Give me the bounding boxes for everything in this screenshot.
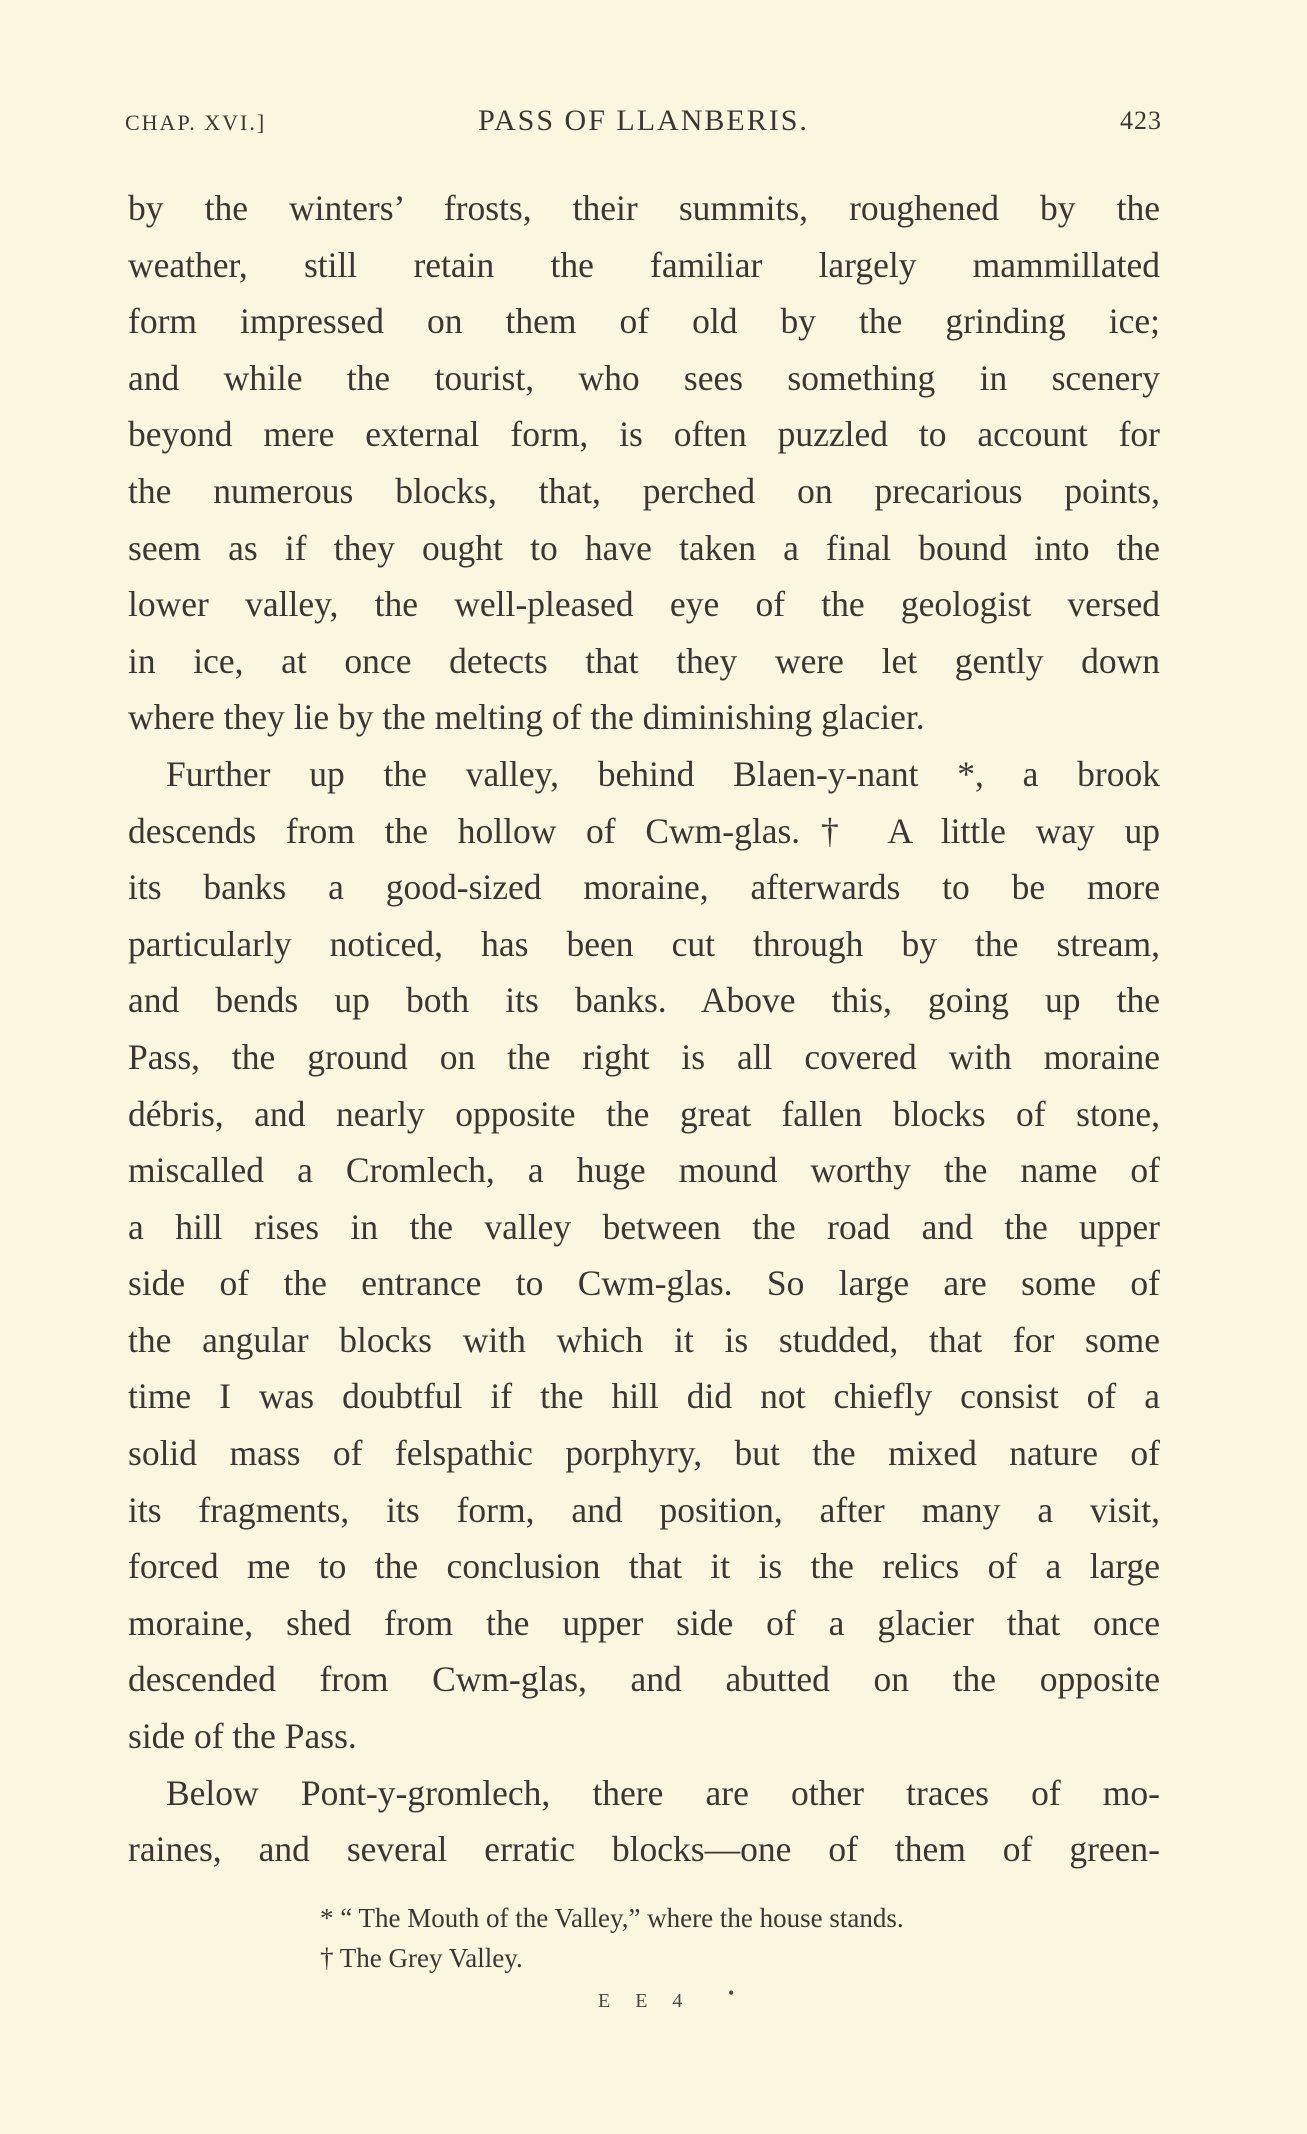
text-line: solid mass of felspathic porphyry, but the mixed nature of bbox=[128, 1433, 1160, 1474]
page-title: PASS OF LLANBERIS. bbox=[478, 104, 809, 137]
text-line: moraine, shed from the upper side of a glacier that once bbox=[128, 1602, 1160, 1643]
footnote: * “ The Mouth of the Valley,” where the house stands. bbox=[320, 1903, 904, 1933]
text-line: time I was doubtful if the hill did not chiefly consist of a bbox=[128, 1376, 1160, 1417]
text-line: by the winters’ frosts, their summits, roughened by the bbox=[128, 188, 1160, 228]
chapter-label: CHAP. XVI.] bbox=[125, 110, 267, 135]
body-text bbox=[128, 180, 1160, 1878]
text-line: descends from the hollow of Cwm-glas.† A little way up bbox=[128, 810, 1160, 851]
text-line: beyond mere external form, is often puzzled to account for bbox=[128, 414, 1160, 455]
text-line: Below Pont-y-gromlech, there are other traces of mo- bbox=[166, 1772, 1160, 1813]
text-line: lower valley, the well-pleased eye of the geologist versed bbox=[128, 584, 1160, 625]
running-header bbox=[125, 104, 1162, 144]
text-line: weather, still retain the familiar largely mammillated bbox=[128, 244, 1160, 285]
text-line: its fragments, its form, and position, after many a visit, bbox=[128, 1489, 1160, 1530]
text-line: side of the Pass. bbox=[128, 1716, 357, 1757]
text-line: seem as if they ought to have taken a final bound into the bbox=[128, 527, 1160, 568]
text-line: and bends up both its banks. Above this, going up the bbox=[128, 980, 1160, 1021]
text-line: where they lie by the melting of the diminishing glacier. bbox=[128, 697, 925, 738]
text-line: descended from Cwm-glas, and abutted on the opposite bbox=[128, 1659, 1160, 1700]
text-line: particularly noticed, has been cut through by the stream, bbox=[128, 923, 1160, 964]
text-line: in ice, at once detects that they were let gently down bbox=[128, 640, 1160, 681]
signature-dot: • bbox=[728, 1983, 735, 2003]
footnotes bbox=[320, 1898, 1120, 1978]
text-line: raines, and several erratic blocks—one of them of green- bbox=[128, 1829, 1160, 1870]
text-line: its banks a good-sized moraine, afterwards to be more bbox=[128, 867, 1160, 908]
text-line: and while the tourist, who sees something in scenery bbox=[128, 357, 1160, 398]
text-line: débris, and nearly opposite the great fallen blocks of stone, bbox=[128, 1093, 1160, 1134]
text-line: side of the entrance to Cwm-glas. So large are some of bbox=[128, 1263, 1160, 1304]
text-line: Further up the valley, behind Blaen-y-nant *, a brook bbox=[166, 753, 1160, 794]
text-line: miscalled a Cromlech, a huge mound worthy the name of bbox=[128, 1150, 1160, 1191]
text-line: Pass, the ground on the right is all covered with moraine bbox=[128, 1036, 1160, 1077]
text-line: the numerous blocks, that, perched on precarious points, bbox=[128, 470, 1160, 511]
page-number: 423 bbox=[1120, 106, 1162, 135]
text-line: forced me to the conclusion that it is the relics of a large bbox=[128, 1546, 1160, 1587]
text-line: a hill rises in the valley between the road and the upper bbox=[128, 1206, 1160, 1247]
signature-mark: E E 4 bbox=[598, 1990, 693, 2012]
text-line: form impressed on them of old by the grinding ice; bbox=[128, 301, 1160, 342]
text-line: the angular blocks with which it is studded, that for some bbox=[128, 1319, 1160, 1360]
footnote: † The Grey Valley. bbox=[320, 1943, 523, 1973]
